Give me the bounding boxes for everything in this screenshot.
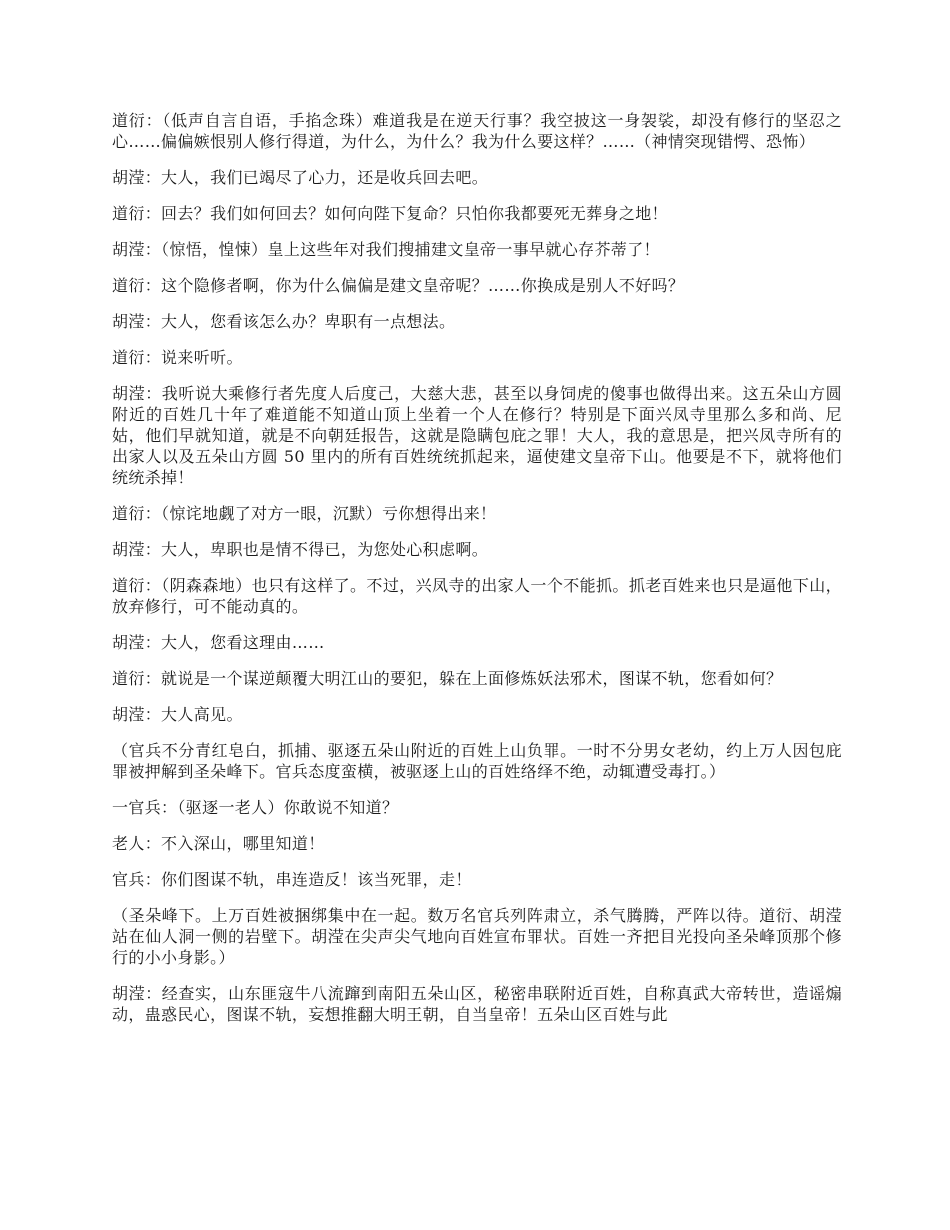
paragraph: 胡滢：经查实，山东匪寇牛八流蹿到南阳五朵山区，秘密串联附近百姓，自称真武大帝转世，造谣煽动，蛊惑民心，图谋不轨，妄想推翻大明王朝，自当皇帝！五朵山区百姓与此 (112, 984, 842, 1024)
document-page (112, 110, 842, 1040)
paragraph: 官兵：你们图谋不轨，串连造反！该当死罪，走！ (112, 870, 472, 889)
paragraph: 道衍：（阴森森地）也只有这样了。不过，兴凤寺的出家人一个不能抓。抓老百姓来也只是逼他下山，放弃修行，可不能动真的。 (112, 576, 842, 616)
paragraph: 一官兵：（驱逐一老人）你敢说不知道？ (112, 798, 399, 817)
paragraph: 胡滢：大人，您看该怎么办？卑职有一点想法。 (112, 312, 456, 331)
paragraph: 胡滢：大人，我们已竭尽了心力，还是收兵回去吧。 (112, 168, 489, 187)
paragraph: 胡滢：大人，卑职也是情不得已，为您处心积虑啊。 (112, 540, 489, 559)
paragraph: 道衍：说来听听。 (112, 348, 243, 367)
paragraph: 道衍：（惊诧地觑了对方一眼，沉默）亏你想得出来！ (112, 504, 497, 523)
paragraph: 道衍：这个隐修者啊，你为什么偏偏是建文皇帝呢？……你换成是别人不好吗？ (112, 276, 685, 295)
paragraph: 胡滢：大人，您看这理由…… (112, 633, 325, 652)
paragraph: 道衍：就说是一个谋逆颠覆大明江山的要犯，躲在上面修炼妖法邪术，图谋不轨，您看如何？ (112, 669, 783, 688)
paragraph: 老人：不入深山，哪里知道！ (112, 834, 325, 853)
paragraph: 胡滢：（惊悟，惶悚）皇上这些年对我们搜捕建文皇帝一事早就心存芥蒂了！ (112, 240, 660, 259)
paragraph: 道衍：（低声自言自语，手掐念珠）难道我是在逆天行事？我空披这一身袈裟，却没有修行的坚忍之心……偏偏嫉恨别人修行得道，为什么，为什么？我为什么要这样？……（神情突现错愕、恐怖） (112, 111, 842, 151)
paragraph: （官兵不分青红皂白，抓捕、驱逐五朵山附近的百姓上山负罪。一时不分男女老幼，约上万人因包庇罪被押解到圣朵峰下。官兵态度蛮横，被驱逐上山的百姓络绎不绝，动辄遭受毒打。） (112, 741, 842, 781)
paragraph: 胡滢：我听说大乘修行者先度人后度己，大慈大悲，甚至以身饲虎的傻事也做得出来。这五朵山方圆附近的百姓几十年了难道能不知道山顶上坐着一个人在修行？特别是下面兴凤寺里那么多和尚、尼姑，他们早就知道，就是不向朝廷报告，这就是隐瞒包庇之罪！大人，我的意思是，把兴凤寺所有的出家人以及五朵山方圆 50 里内的所有百姓统统抓起来，逼使建文皇帝下山。他要是不下，就将他们统统杀掉！ (112, 384, 842, 487)
paragraph: 道衍：回去？我们如何回去？如何向陛下复命？只怕你我都要死无葬身之地！ (112, 204, 668, 223)
paragraph: （圣朵峰下。上万百姓被捆绑集中在一起。数万名官兵列阵肃立，杀气腾腾，严阵以待。道衍、胡滢站在仙人洞一侧的岩壁下。胡滢在尖声尖气地向百姓宣布罪状。百姓一齐把目光投向圣朵峰顶那个修行的小小身影。） (112, 906, 842, 967)
paragraph: 胡滢：大人高见。 (112, 705, 243, 724)
